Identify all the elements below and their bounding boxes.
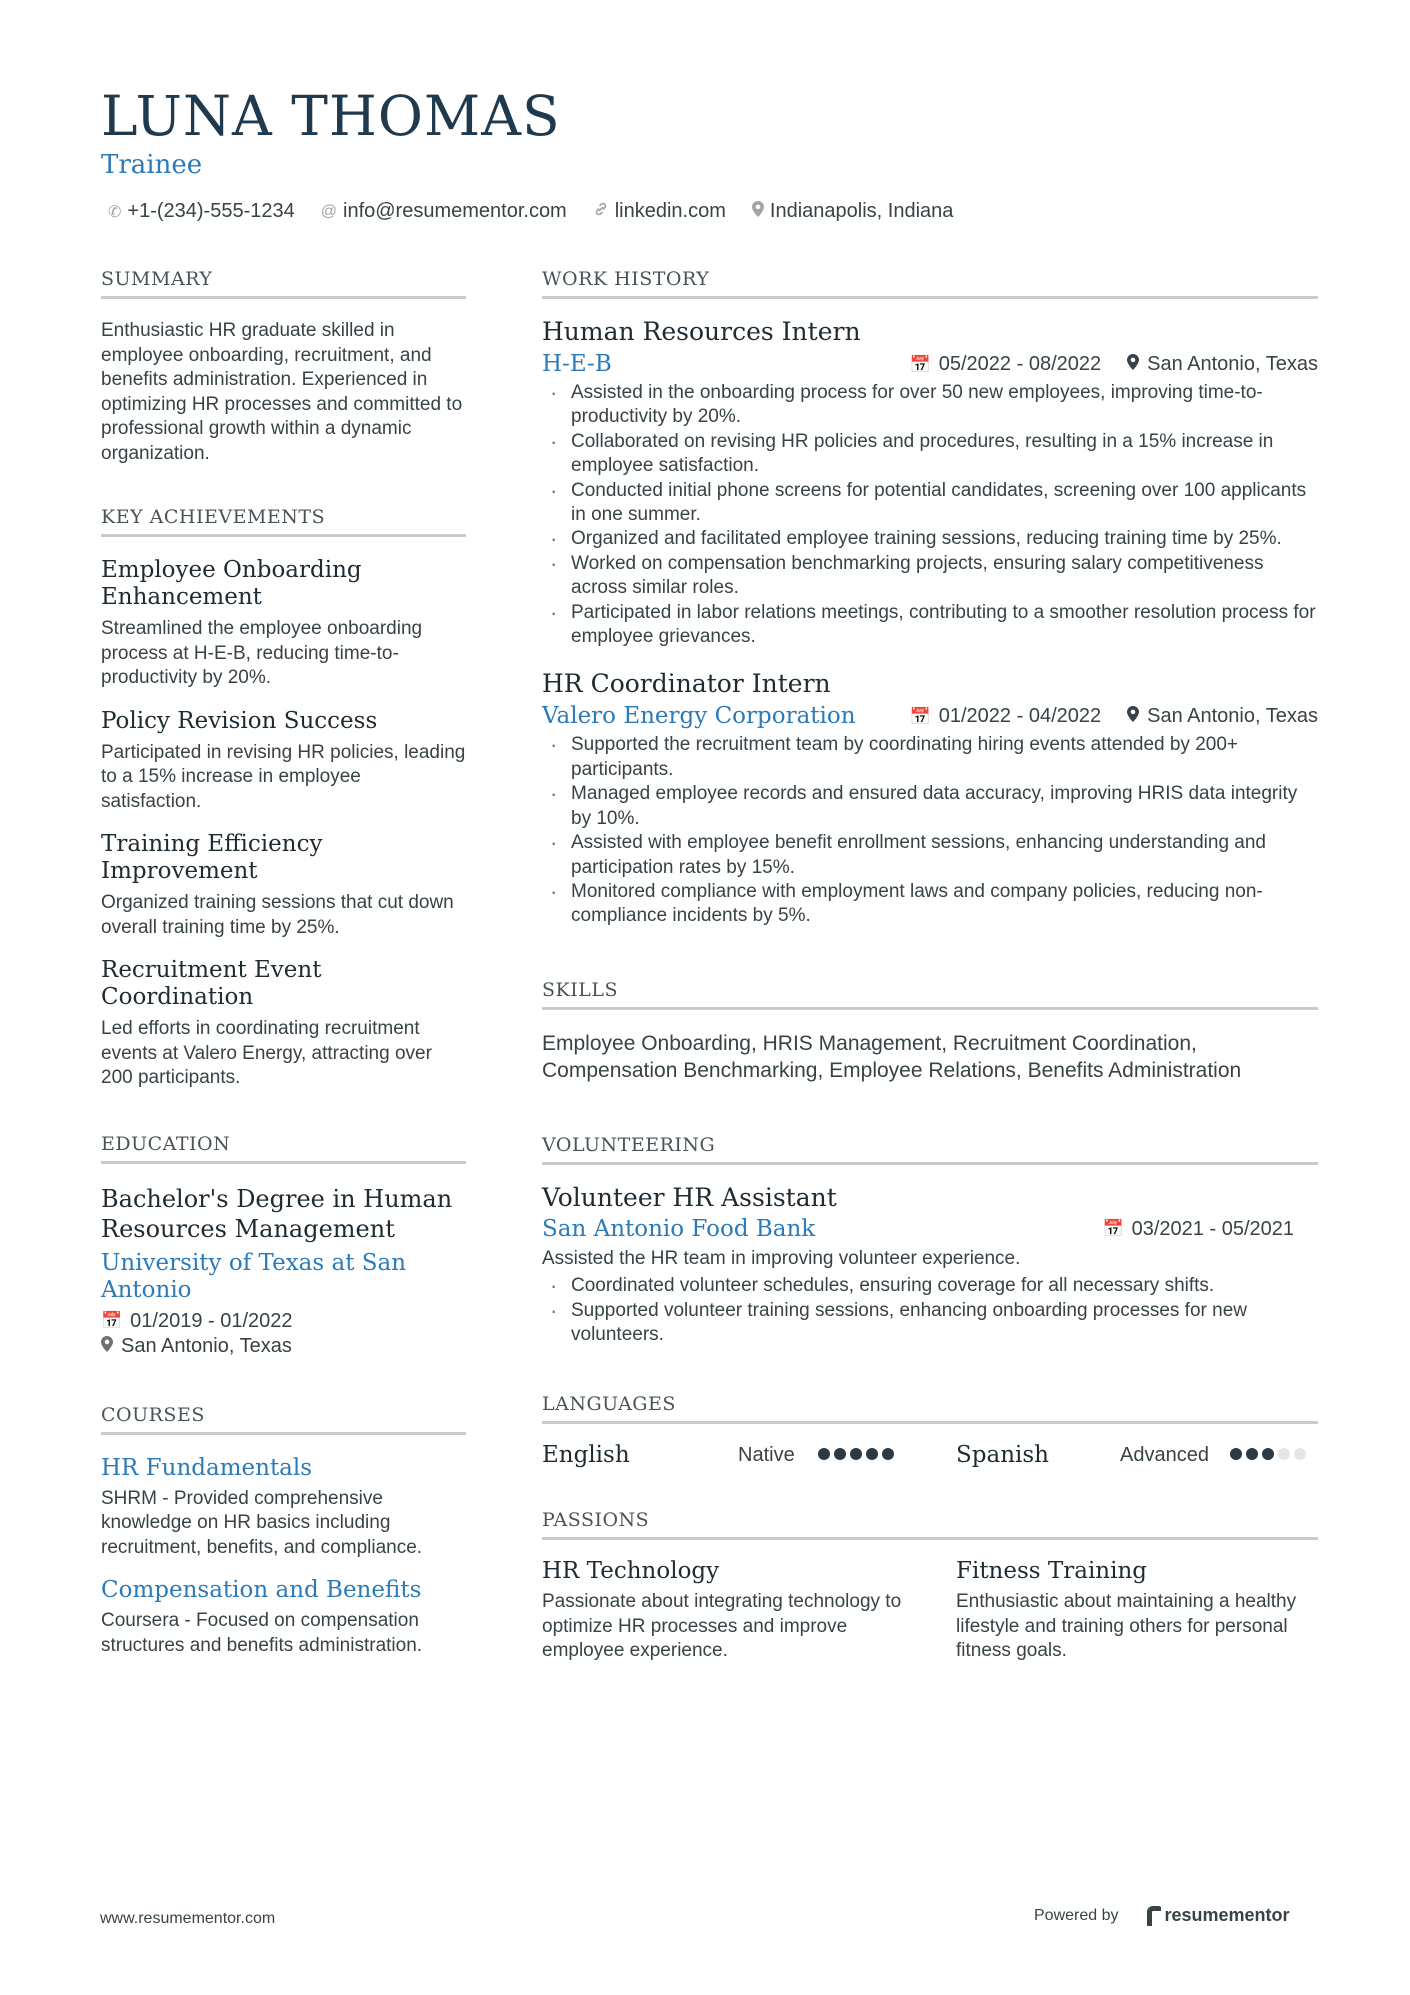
school-name: University of Texas at San Antonio — [101, 1249, 407, 1303]
languages-row — [542, 1442, 1318, 1469]
passion-title: Fitness Training — [956, 1558, 1148, 1585]
contact-location-text: Indianapolis, Indiana — [769, 200, 954, 222]
location-icon — [1127, 706, 1139, 727]
job-dates-text: 05/2022 - 08/2022 — [938, 353, 1102, 375]
job-entry — [542, 317, 1318, 649]
bullet-item: · Collaborated on revising HR policies and procedures, resulting in a 15% increase in employee satisfaction. — [542, 430, 1318, 479]
volunteer-dates-text: 03/2021 - 05/2021 — [1131, 1217, 1294, 1240]
section-title-languages: LANGUAGES — [542, 1393, 1318, 1424]
left-column — [101, 268, 466, 1658]
passion-item — [956, 1558, 1318, 1664]
bullet-item: · Worked on compensation benchmarking projects, ensuring salary competitiveness across similar roles. — [542, 552, 1318, 601]
achievement-text: Participated in revising HR policies, leading to a 15% increase in employee satisfaction. — [101, 741, 466, 812]
job-location-text: San Antonio, Texas — [1147, 353, 1318, 375]
location-icon — [101, 1336, 113, 1357]
achievement-title: Policy Revision Success — [101, 707, 378, 734]
job-title: Human Resources Intern — [542, 317, 861, 346]
volunteer-title: Volunteer HR Assistant — [542, 1182, 837, 1212]
phone-icon: ✆ — [108, 203, 122, 221]
job-dates — [910, 353, 1102, 376]
job-bullets — [542, 733, 1318, 928]
passions-section — [542, 1509, 1318, 1664]
volunteer-dates — [1102, 1218, 1294, 1241]
bullet-item: · Coordinated volunteer schedules, ensuring coverage for all necessary shifts. — [542, 1274, 1318, 1298]
education-location — [101, 1335, 466, 1358]
course-text: SHRM - Provided comprehensive knowledge on HR basics including recruitment, benefits, and compliance. — [101, 1487, 423, 1558]
job-dates-text: 01/2022 - 04/2022 — [938, 705, 1102, 728]
volunteer-summary: Assisted the HR team in improving volunteer experience. — [542, 1247, 1021, 1269]
achievement-text: Streamlined the employee onboarding process at H-E-B, reducing time-to-productivity by 20%. — [101, 618, 423, 688]
language-name: English — [542, 1442, 630, 1469]
section-title-passions: PASSIONS — [542, 1509, 1318, 1540]
section-title-volunteering: VOLUNTEERING — [542, 1134, 1318, 1165]
job-bullets — [542, 381, 1318, 649]
contact-linkedin[interactable] — [593, 200, 726, 223]
section-title-summary: SUMMARY — [101, 268, 466, 299]
course-item — [101, 1455, 466, 1561]
bullet-item: · Supported the recruitment team by coordinating hiring events attended by 200+ participants. — [542, 733, 1318, 782]
logo-icon — [1147, 1906, 1161, 1926]
bullet-item: · Supported volunteer training sessions, enhancing onboarding processes for new volunteers. — [542, 1299, 1318, 1348]
achievement-item — [101, 831, 466, 940]
passion-text: Enthusiastic about maintaining a healthy lifestyle and training others for personal fitness goals. — [956, 1591, 1297, 1662]
job-entry — [542, 669, 1318, 928]
contact-location — [752, 200, 953, 223]
language-rating — [1226, 1447, 1306, 1465]
volunteering-section — [542, 1134, 1318, 1348]
volunteer-bullets — [542, 1274, 1318, 1347]
course-title: Compensation and Benefits — [101, 1577, 422, 1603]
education-dates — [101, 1310, 466, 1333]
language-item — [542, 1442, 956, 1469]
work-history-section — [542, 268, 1318, 929]
achievement-title: Recruitment Event Coordination — [101, 957, 322, 1010]
calendar-icon: 📅 — [909, 354, 931, 374]
education-dates-text: 01/2019 - 01/2022 — [130, 1309, 293, 1332]
job-meta — [542, 351, 1318, 378]
rating-dot-filled — [866, 1448, 878, 1460]
degree-title: Bachelor's Degree in Human Resources Management — [101, 1184, 453, 1243]
language-level: Advanced — [1120, 1444, 1209, 1467]
job-title: Trainee — [101, 150, 203, 180]
candidate-name: LUNA THOMAS — [101, 84, 561, 148]
rating-dot-empty — [1278, 1448, 1290, 1460]
bullet-item: · Organized and facilitated employee training sessions, reducing training time by 25%. — [542, 527, 1318, 551]
bullet-item: · Managed employee records and ensured data accuracy, improving HRIS data integrity by 10%. — [542, 782, 1318, 831]
passion-title: HR Technology — [542, 1558, 720, 1585]
calendar-icon: 📅 — [909, 706, 931, 726]
section-title-work-history: WORK HISTORY — [542, 268, 1318, 299]
bullet-item: · Conducted initial phone screens for potential candidates, screening over 100 applicants in one summer. — [542, 479, 1318, 528]
contact-phone-text: +1-(234)-555-1234 — [127, 200, 295, 222]
passions-row — [542, 1558, 1318, 1664]
volunteer-meta — [542, 1216, 1318, 1243]
contact-linkedin-text: linkedin.com — [614, 200, 726, 222]
footer-website[interactable]: www.resumementor.com — [100, 1910, 276, 1927]
rating-dot-filled — [1230, 1448, 1242, 1460]
skills-text: Employee Onboarding, HRIS Management, Recruitment Coordination, Compensation Benchmarking, Employee Relations, Benefits Administration — [542, 1031, 1242, 1082]
job-meta — [542, 703, 1318, 730]
right-column — [542, 268, 1318, 1664]
logo-text: resumementor — [1164, 1905, 1290, 1925]
achievement-title: Employee Onboarding Enhancement — [101, 557, 362, 610]
languages-section — [542, 1393, 1318, 1469]
link-icon — [593, 201, 609, 222]
course-title: HR Fundamentals — [101, 1454, 313, 1481]
calendar-icon: 📅 — [101, 1311, 123, 1330]
language-rating — [814, 1447, 894, 1465]
bullet-item: · Assisted in the onboarding process for over 50 new employees, improving time-to-productivity by 20%. — [542, 381, 1318, 430]
achievement-item — [101, 557, 466, 691]
bullet-item: · Assisted with employee benefit enrollment sessions, enhancing understanding and participation rates by 15%. — [542, 831, 1318, 880]
job-title: HR Coordinator Intern — [542, 669, 831, 699]
language-level: Native — [738, 1444, 795, 1467]
resumementor-logo[interactable] — [1147, 1905, 1290, 1926]
footer-branding — [1034, 1905, 1290, 1926]
job-location-text: San Antonio, Texas — [1147, 705, 1318, 728]
course-item — [101, 1577, 466, 1658]
company-name: Valero Energy Corporation — [542, 703, 856, 730]
rating-dot-filled — [882, 1448, 894, 1460]
location-icon — [1127, 354, 1139, 375]
rating-dot-filled — [834, 1448, 846, 1460]
section-title-skills: SKILLS — [542, 979, 1318, 1010]
volunteer-org: San Antonio Food Bank — [542, 1215, 816, 1242]
rating-dot-filled — [850, 1448, 862, 1460]
contact-phone[interactable] — [108, 200, 295, 223]
bullet-item: · Monitored compliance with employment laws and company policies, reducing non-compliance incidents by 5%. — [542, 880, 1318, 929]
contact-bar — [108, 200, 953, 223]
section-title-education: EDUCATION — [101, 1133, 466, 1164]
section-title-courses: COURSES — [101, 1404, 466, 1435]
at-icon: @ — [320, 202, 337, 220]
job-location — [1127, 705, 1318, 728]
powered-by-label: Powered by — [1034, 1906, 1119, 1924]
passion-item — [542, 1558, 956, 1664]
job-dates — [910, 705, 1102, 728]
summary-section — [101, 268, 466, 466]
calendar-icon: 📅 — [1102, 1219, 1124, 1239]
achievement-item — [101, 957, 466, 1091]
rating-dot-filled — [1262, 1448, 1274, 1460]
rating-dot-filled — [818, 1448, 830, 1460]
bullet-item: · Participated in labor relations meetings, contributing to a smoother resolution process for employee grievances. — [542, 601, 1318, 650]
job-location — [1127, 353, 1318, 376]
courses-section — [101, 1404, 466, 1659]
language-name: Spanish — [956, 1442, 1049, 1469]
contact-email-text: info@resumementor.com — [343, 200, 567, 222]
passion-text: Passionate about integrating technology to optimize HR processes and improve employee experience. — [542, 1591, 902, 1662]
rating-dot-empty — [1294, 1448, 1306, 1460]
education-location-text: San Antonio, Texas — [121, 1334, 292, 1357]
course-text: Coursera - Focused on compensation structures and benefits administration. — [101, 1610, 423, 1656]
rating-dot-filled — [1246, 1448, 1258, 1460]
achievement-text: Led efforts in coordinating recruitment events at Valero Energy, attracting over 200 participants. — [101, 1018, 432, 1088]
section-title-achievements: KEY ACHIEVEMENTS — [101, 506, 466, 537]
location-icon — [752, 201, 764, 222]
achievement-text: Organized training sessions that cut down overall training time by 25%. — [101, 892, 454, 938]
achievements-section — [101, 506, 466, 1091]
language-item — [956, 1442, 1318, 1469]
skills-section — [542, 979, 1318, 1084]
summary-text: Enthusiastic HR graduate skilled in employee onboarding, recruitment, and benefits administration. Experienced in optimizing HR processes and committed to professional growth within a dynamic organization. — [101, 320, 463, 464]
achievement-title: Training Efficiency Improvement — [101, 831, 323, 884]
company-name: H-E-B — [542, 351, 612, 377]
achievement-item — [101, 708, 466, 815]
education-section — [101, 1133, 466, 1358]
contact-email[interactable] — [321, 200, 567, 223]
